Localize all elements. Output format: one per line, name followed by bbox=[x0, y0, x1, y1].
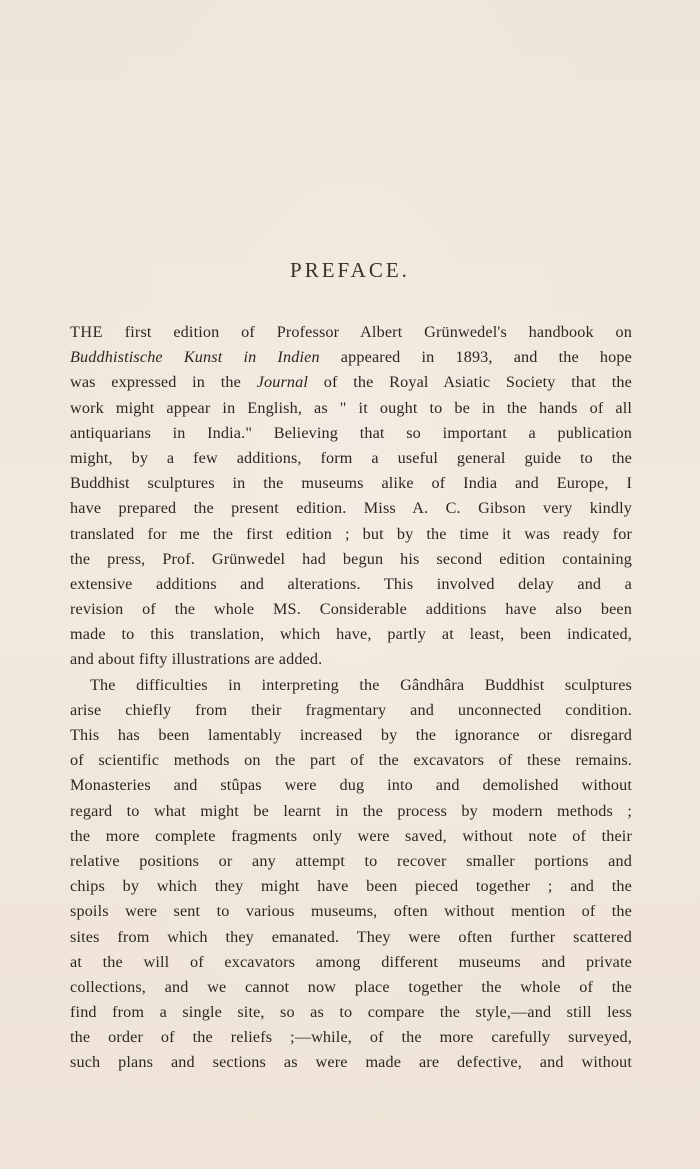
text-line: of scientific methods on the part of the excavators of these remains. bbox=[70, 751, 632, 770]
line-text: first edition of Professor Albert Grünwedel's handbook on bbox=[102, 323, 632, 341]
text-line bbox=[70, 320, 632, 345]
text-line: at the will of excavators among different museums and private bbox=[70, 952, 632, 971]
text-line: Buddhist sculptures in the museums alike of India and Europe, I bbox=[70, 474, 632, 493]
text-line bbox=[70, 370, 632, 395]
text-line: work might appear in English, as " it ought to be in the hands of all bbox=[70, 398, 632, 417]
text-line: chips by which they might have been pieced together ; and the bbox=[70, 877, 632, 896]
text-line: the order of the reliefs ;—while, of the more carefully surveyed, bbox=[70, 1028, 632, 1047]
text-line: find from a single site, so as to compare the style,—and still less bbox=[70, 1003, 632, 1022]
text-line: made to this translation, which have, partly at least, been indicated, bbox=[70, 625, 632, 644]
text-line: such plans and sections as were made are defective, and without bbox=[70, 1053, 632, 1072]
text-line: have prepared the present edition. Miss A. C. Gibson very kindly bbox=[70, 499, 632, 518]
drop-word: THE bbox=[70, 323, 103, 341]
journal-italic: Journal bbox=[256, 373, 309, 392]
book-title-italic: Buddhistische Kunst in Indien bbox=[70, 348, 320, 367]
text-line: This has been lamentably increased by the ignorance or disregard bbox=[70, 726, 632, 744]
text-line: antiquarians in India." Believing that so important a publication bbox=[70, 423, 632, 442]
text-line: might, by a few additions, form a useful general guide to the bbox=[70, 448, 632, 467]
text-line: The difficulties in interpreting the Gândhâra Buddhist sculptures bbox=[90, 675, 632, 694]
line-text: of the Royal Asiatic Society that the bbox=[308, 373, 632, 392]
text-line: spoils were sent to various museums, often without mention of the bbox=[70, 902, 632, 921]
text-line: revision of the whole MS. Considerable additions have also been bbox=[70, 600, 632, 619]
text-line bbox=[70, 345, 632, 370]
text-line: arise chiefly from their fragmentary and unconnected condition. bbox=[70, 700, 632, 719]
text-line: the press, Prof. Grünwedel had begun his second edition containing bbox=[70, 549, 632, 568]
text-line: sites from which they emanated. They were often further scattered bbox=[70, 927, 632, 946]
line-text: appeared in 1893, and the hope bbox=[319, 348, 632, 367]
text-line: extensive additions and alterations. This involved delay and a bbox=[70, 574, 632, 593]
text-line: Monasteries and stûpas were dug into and demolished without bbox=[70, 776, 632, 795]
page-title: PREFACE. bbox=[290, 258, 410, 282]
text-line: translated for me the first edition ; but by the time it was ready for bbox=[70, 524, 632, 543]
line-text: was expressed in the bbox=[70, 373, 257, 392]
text-line: regard to what might be learnt in the process by modern methods ; bbox=[70, 801, 632, 820]
text-line: the more complete fragments only were saved, without note of their bbox=[70, 826, 632, 845]
text-line: and about fifty illustrations are added. bbox=[70, 650, 323, 669]
text-line: relative positions or any attempt to recover smaller portions and bbox=[70, 851, 632, 870]
text-line: collections, and we cannot now place together the whole of the bbox=[70, 977, 632, 996]
preface-text bbox=[70, 320, 632, 1076]
